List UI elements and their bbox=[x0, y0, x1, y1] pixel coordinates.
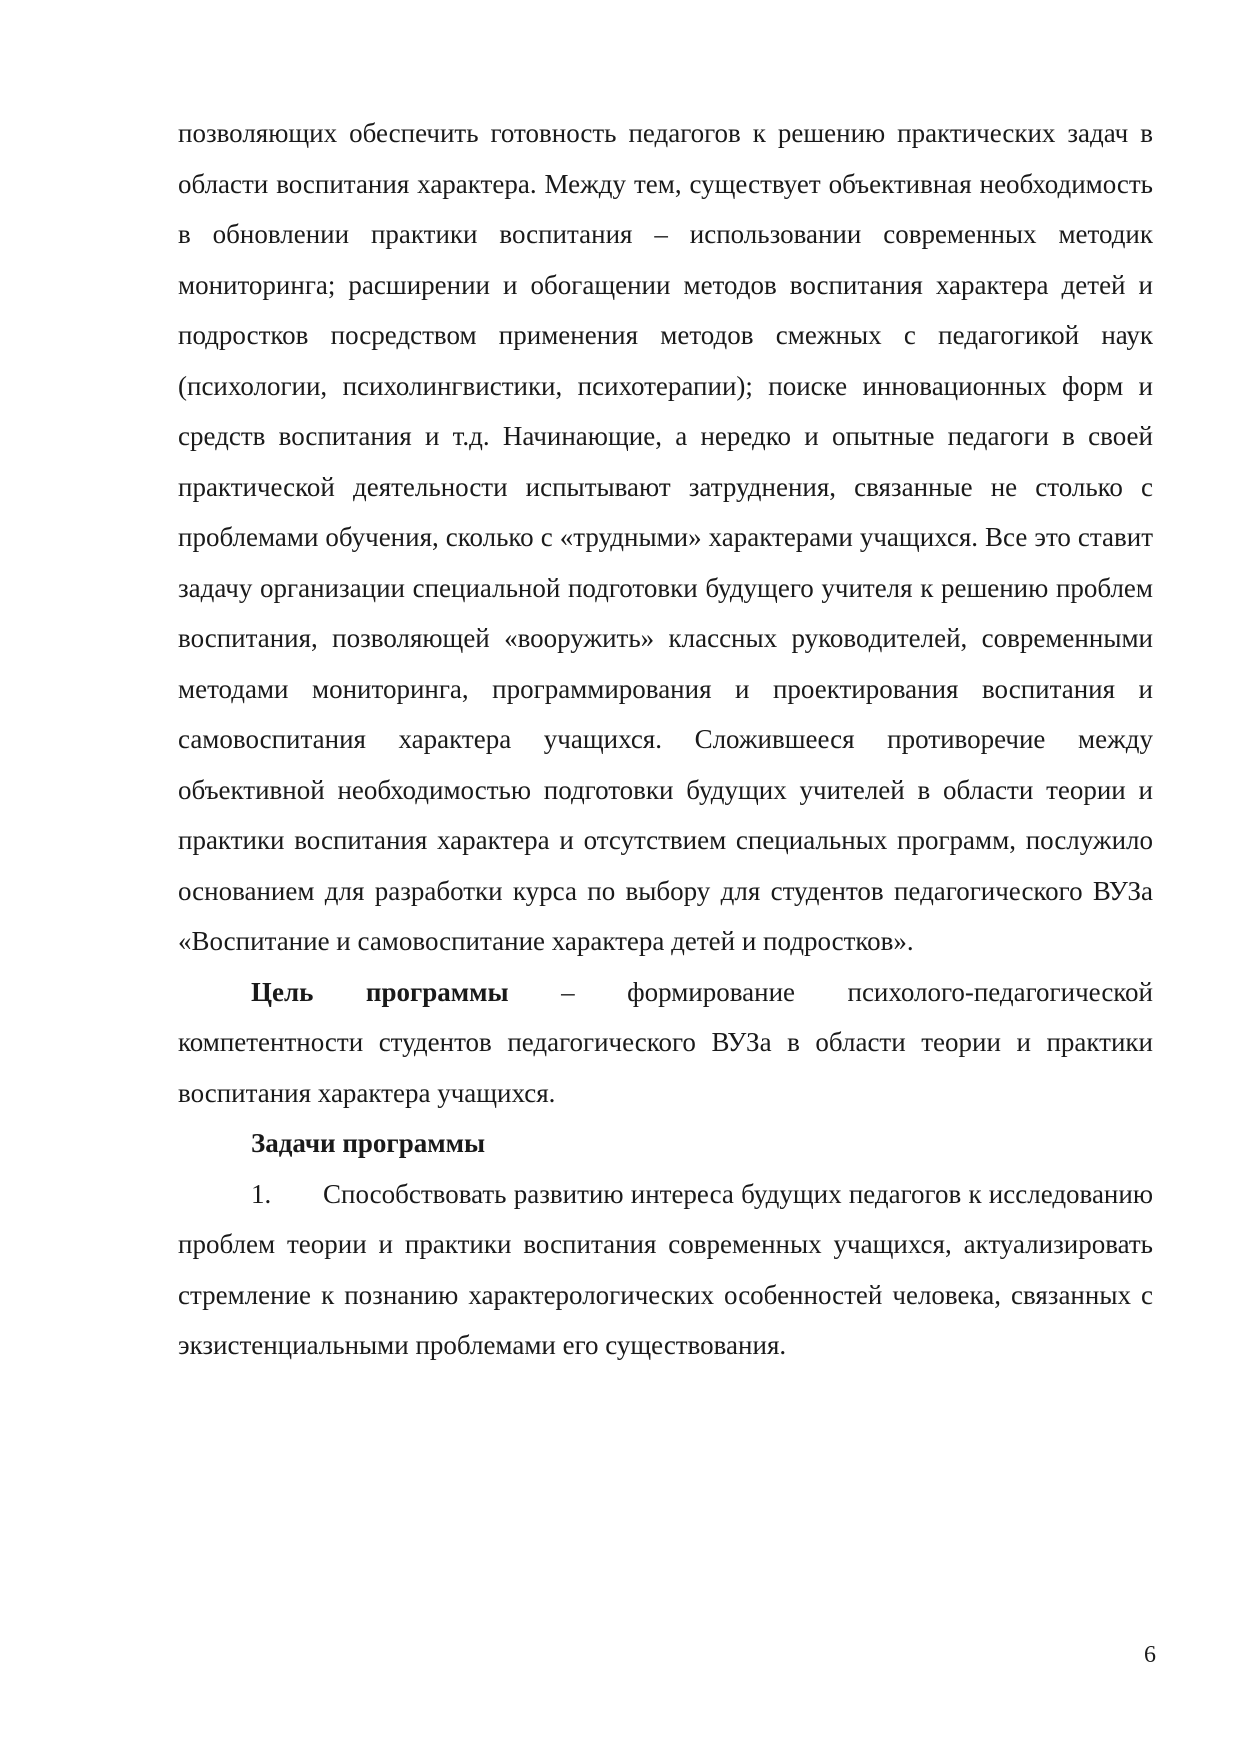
task-number: 1. bbox=[251, 1178, 272, 1209]
body-paragraph: позволяющих обеспечить готовность педагогов к решению практических задач в области воспитания характера. Между тем, существует объективная необходимость в обновлении практики воспитания – использовании современных методик мониторинга; расширении и обогащении методов воспитания характера детей и подростков посредством применения методов смежных с педагогикой наук (психологии, психолингвистики, психотерапии); поиске инновационных форм и средств воспитания и т.д. Начинающие, а нередко и опытные педагоги в своей практической деятельности испытывают затруднения, связанные не столько с проблемами обучения, сколько с «трудными» характерами учащихся. Все это ставит задачу организации специальной подготовки будущего учителя к решению проблем воспитания, позволяющей «вооружить» классных руководителей, современными методами мониторинга, программирования и проектирования воспитания и самовоспитания характера учащихся. Сложившееся противоречие между объективной необходимостью подготовки будущих учителей в области теории и практики воспитания характера и отсутствием специальных программ, послужило основанием для разработки курса по выбору для студентов педагогического ВУЗа «Воспитание и самовоспитание характера детей и подростков». bbox=[178, 118, 1153, 956]
goal-text: – формирование психолого-педагогической компетентности студентов педагогического ВУЗа в области теории и практики воспитания характера учащихся. bbox=[178, 976, 1153, 1108]
goal-label: Цель программы bbox=[251, 976, 509, 1007]
document-body bbox=[178, 108, 1153, 1371]
tasks-heading: Задачи программы bbox=[251, 1128, 486, 1158]
goal-paragraph bbox=[178, 967, 1153, 1119]
task-text: Способствовать развитию интереса будущих педагогов к исследованию проблем теории и практики воспитания современных учащихся, актуализировать стремление к познанию характерологических особенностей человека, связанных с экзистенциальными проблемами его существования. bbox=[178, 1178, 1153, 1360]
task-item bbox=[178, 1169, 1153, 1371]
page-number: 6 bbox=[1144, 1642, 1156, 1668]
